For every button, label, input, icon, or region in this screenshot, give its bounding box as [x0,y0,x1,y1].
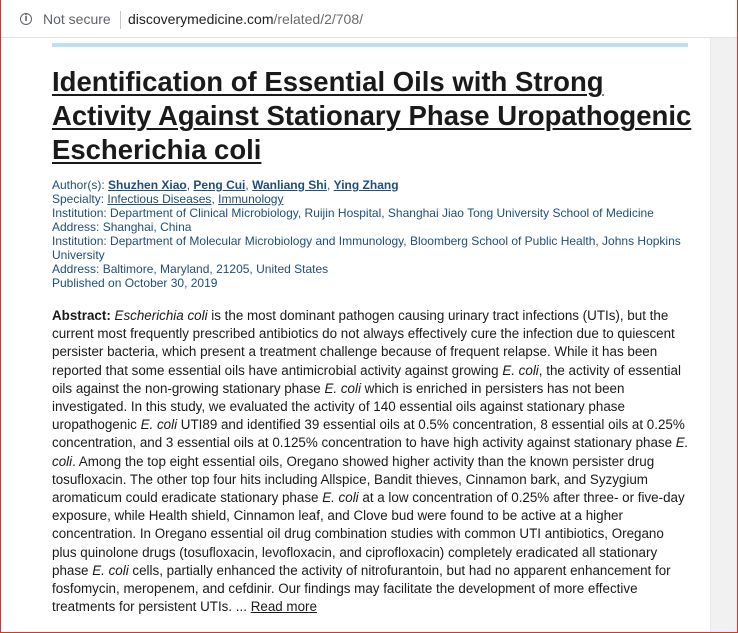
security-label[interactable]: Not secure [43,11,111,27]
specialty-label: Specialty: [52,192,105,206]
article-meta [52,178,692,290]
read-more-link[interactable]: Read more [250,599,317,615]
abstract-text: , the activity of essential oils against the non-growing stationary phase [52,362,681,396]
specialty-link[interactable]: Immunology [218,192,284,206]
article-title[interactable]: Identification of Essential Oils with Strong Activity Against Stationary Phase Uropathogenic Escherichia coli [52,66,692,165]
scrollbar[interactable] [710,38,737,633]
url-domain: discoverymedicine.com [128,11,274,27]
author-link[interactable]: Peng Cui [193,178,246,192]
abstract-text: UTI89 and identified 39 essential oils at 0.5% concentration, 8 essential oils at 0.25% concentration, and 3 essential oils at 0.125% concentration to have high activity against stationary phase [52,417,685,451]
abstract-body [52,308,688,614]
address-bar[interactable] [0,0,738,38]
address-1: Address: Shanghai, China [52,220,192,234]
abstract-italic-term: E. coli [92,562,129,578]
abstract-italic-term: E. coli [502,362,539,378]
author-link[interactable]: Ying Zhang [333,178,399,192]
abstract-italic-term: E. coli [324,380,361,396]
specialty-link[interactable]: Infectious Diseases [107,192,212,206]
address-separator [120,11,121,29]
abstract-text: which is enriched in persisters has not been investigated. In this study, we evaluated the activity of 140 essential oils against stationary phase uropathogenic [52,380,625,433]
institution-1: Institution: Department of Clinical Microbiology, Ruijin Hospital, Shanghai Jiao Tong University School of Medicine [52,206,654,220]
address-2: Address: Baltimore, Maryland, 21205, United States [52,262,329,276]
url-text[interactable] [128,11,363,27]
institution-2: Institution: Department of Molecular Microbiology and Immunology, Bloomberg School of Public Health, Johns Hopkins University [52,234,681,262]
author-link[interactable]: Shuzhen Xiao [108,178,187,192]
abstract-italic-term: E. coli [140,417,178,433]
author-link[interactable]: Wanliang Shi [252,178,327,192]
abstract-italic-term: E. coli [322,490,359,506]
abstract-text: cells, partially enhanced the activity of nitrofurantoin, but had no apparent enhancement for fosfomycin, meropenem, and cefdinir. Our findings may facilitate the development of more effective treatments for persistent UTIs. ... [52,562,671,615]
abstract-text: at a low concentration of 0.25% after three- or five-day exposure, while Health shield, Cinnamon leaf, and Clove bud were found to be active at a higher concentration. In Oregano essential oil drug combination studies with common UTI antibiotics, Oregano plus quinolone drugs (tosufloxacin, levofloxacin, and ciprofloxacin) completely eradicated all stationary phase [52,490,685,578]
info-icon[interactable]: i [20,13,32,25]
abstract-italic-term: E. coli [52,435,689,469]
abstract [52,307,690,616]
authors-line: Author(s): Shuzhen Xiao, Peng Cui, Wanliang Shi, Ying Zhang [52,178,399,192]
abstract-italic-term: Escherichia coli [114,308,208,323]
abstract-text: . Among the top eight essential oils, Oregano showed higher activity than the known persister drug tosufloxacin. The other top four hits including Allspice, Bandit thieves, Cinnamon bark, and Syzygium aromaticum could eradicate stationary phase [52,453,655,506]
published-date: Published on October 30, 2019 [52,276,218,290]
abstract-label: Abstract: [52,308,111,323]
abstract-text: is the most dominant pathogen causing urinary tract infections (UTIs), but the current most frequently prescribed antibiotics do not always effectively cure the infection due to quiescent persister bacteria, which present a treatment challenge because of frequent relapse. While it has been reported that some essential oils have antimicrobial activity against growing [52,308,675,378]
top-divider [52,43,688,47]
specialty-line: Specialty: Infectious Diseases, Immunology [52,192,284,206]
url-path: /related/2/708/ [273,11,364,27]
authors-label: Author(s): [52,178,105,192]
